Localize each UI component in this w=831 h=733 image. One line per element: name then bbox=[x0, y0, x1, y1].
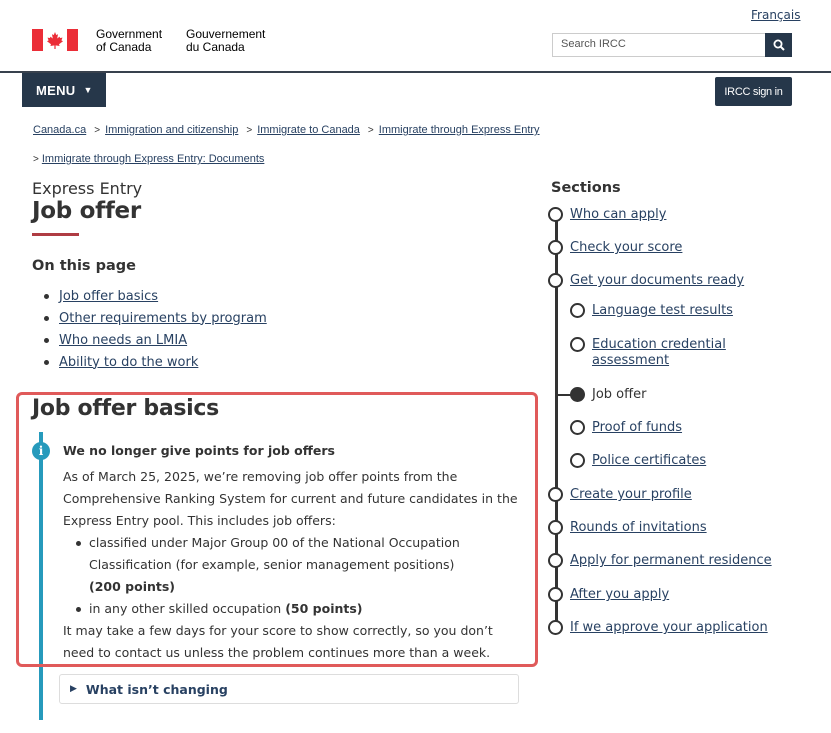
step-circle-icon bbox=[548, 487, 563, 502]
section-link[interactable]: Apply for permanent residence bbox=[570, 553, 772, 568]
section-link[interactable]: Who can apply bbox=[570, 207, 667, 222]
search-input[interactable]: Search IRCC bbox=[552, 33, 766, 57]
government-wordmark-en: Government of Canada bbox=[96, 27, 163, 54]
on-this-page-link[interactable]: Job offer basics bbox=[59, 288, 159, 304]
on-this-page-link[interactable]: Ability to do the work bbox=[59, 354, 199, 370]
list-item bbox=[44, 307, 267, 329]
current-section-label: Job offer bbox=[592, 387, 647, 402]
sections-heading: Sections bbox=[551, 180, 621, 196]
list-item bbox=[44, 329, 267, 351]
chevron-down-icon: ▼ bbox=[83, 85, 93, 95]
section-link[interactable]: Proof of funds bbox=[592, 420, 683, 435]
section-link[interactable]: Police certificates bbox=[592, 453, 707, 468]
menu-label: MENU bbox=[36, 82, 76, 98]
step-circle-icon bbox=[548, 620, 563, 635]
step-circle-icon bbox=[570, 303, 585, 318]
list-item bbox=[44, 351, 267, 373]
breadcrumb-line-2 bbox=[33, 153, 264, 165]
section-link[interactable]: Language test results bbox=[592, 303, 733, 318]
info-icon: i bbox=[32, 442, 50, 460]
alert-list bbox=[73, 532, 523, 620]
section-link[interactable]: If we approve your application bbox=[570, 620, 768, 635]
on-this-page-link[interactable]: Other requirements by program bbox=[59, 310, 267, 326]
section-link[interactable]: Rounds of invitations bbox=[570, 520, 707, 535]
list-item: in any other skilled occupation (50 points) bbox=[73, 598, 523, 620]
on-this-page-list bbox=[44, 285, 267, 373]
breadcrumb-link[interactable]: Canada.ca bbox=[33, 124, 87, 136]
menu-button[interactable] bbox=[22, 73, 106, 107]
canada-flag-icon bbox=[32, 29, 78, 51]
breadcrumb-link[interactable]: Immigrate through Express Entry: Documents bbox=[41, 153, 265, 165]
alert-heading: We no longer give points for job offers bbox=[63, 443, 335, 458]
chevron-right-icon: > bbox=[33, 154, 39, 165]
title-underline bbox=[32, 233, 79, 236]
step-circle-icon bbox=[548, 207, 563, 222]
chevron-right-icon: > bbox=[367, 125, 374, 136]
page-title: Job offer bbox=[32, 198, 141, 224]
section-link[interactable]: After you apply bbox=[570, 587, 670, 602]
search-button[interactable] bbox=[765, 33, 792, 57]
government-wordmark-fr: Gouvernement du Canada bbox=[186, 27, 266, 54]
current-step-icon bbox=[570, 387, 585, 402]
details-label: What isn’t changing bbox=[85, 681, 228, 697]
step-circle-icon bbox=[548, 587, 563, 602]
language-toggle-link[interactable]: Français bbox=[751, 8, 801, 22]
alert-paragraph: It may take a few days for your score to show correctly, so you don’t need to contact us unless the problem continues more than a week. bbox=[63, 623, 493, 660]
alert-paragraph: As of March 25, 2025, we’re removing job offer points from the Comprehensive Ranking System for current and future candidates in the Express Entry pool. This includes job offers: bbox=[63, 469, 518, 528]
step-circle-icon bbox=[570, 420, 585, 435]
search-icon bbox=[773, 39, 785, 51]
section-heading: Job offer basics bbox=[32, 396, 219, 421]
section-link[interactable]: Create your profile bbox=[570, 487, 692, 502]
page-eyebrow: Express Entry bbox=[32, 179, 143, 198]
step-circle-icon bbox=[548, 553, 563, 568]
step-circle-icon bbox=[548, 273, 563, 288]
details-toggle[interactable] bbox=[59, 674, 519, 704]
step-circle-icon bbox=[570, 337, 585, 352]
step-circle-icon bbox=[548, 240, 563, 255]
alert-body bbox=[63, 466, 523, 664]
breadcrumb bbox=[33, 124, 540, 136]
section-link[interactable]: Get your documents ready bbox=[570, 273, 745, 288]
section-link[interactable]: Education credential assessment bbox=[592, 337, 726, 368]
breadcrumb-link[interactable]: Immigration and citizenship bbox=[105, 124, 239, 136]
chevron-right-icon: > bbox=[246, 125, 253, 136]
step-circle-icon bbox=[570, 453, 585, 468]
on-this-page-link[interactable]: Who needs an LMIA bbox=[59, 332, 188, 348]
step-circle-icon bbox=[548, 520, 563, 535]
breadcrumb-link[interactable]: Immigrate to Canada bbox=[257, 124, 360, 136]
ircc-signin-button[interactable]: IRCC sign in bbox=[715, 77, 792, 106]
triangle-right-icon: ▶ bbox=[70, 684, 77, 694]
on-this-page-heading: On this page bbox=[32, 258, 136, 274]
section-link[interactable]: Check your score bbox=[570, 240, 683, 255]
info-alert-bar bbox=[39, 432, 43, 720]
breadcrumb-link[interactable]: Immigrate through Express Entry bbox=[378, 124, 540, 136]
list-item bbox=[44, 285, 267, 307]
list-item: classified under Major Group 00 of the National Occupation Classification (for example, senior management positions) (200 points) bbox=[73, 532, 523, 598]
chevron-right-icon: > bbox=[94, 125, 101, 136]
header-divider bbox=[0, 71, 831, 73]
